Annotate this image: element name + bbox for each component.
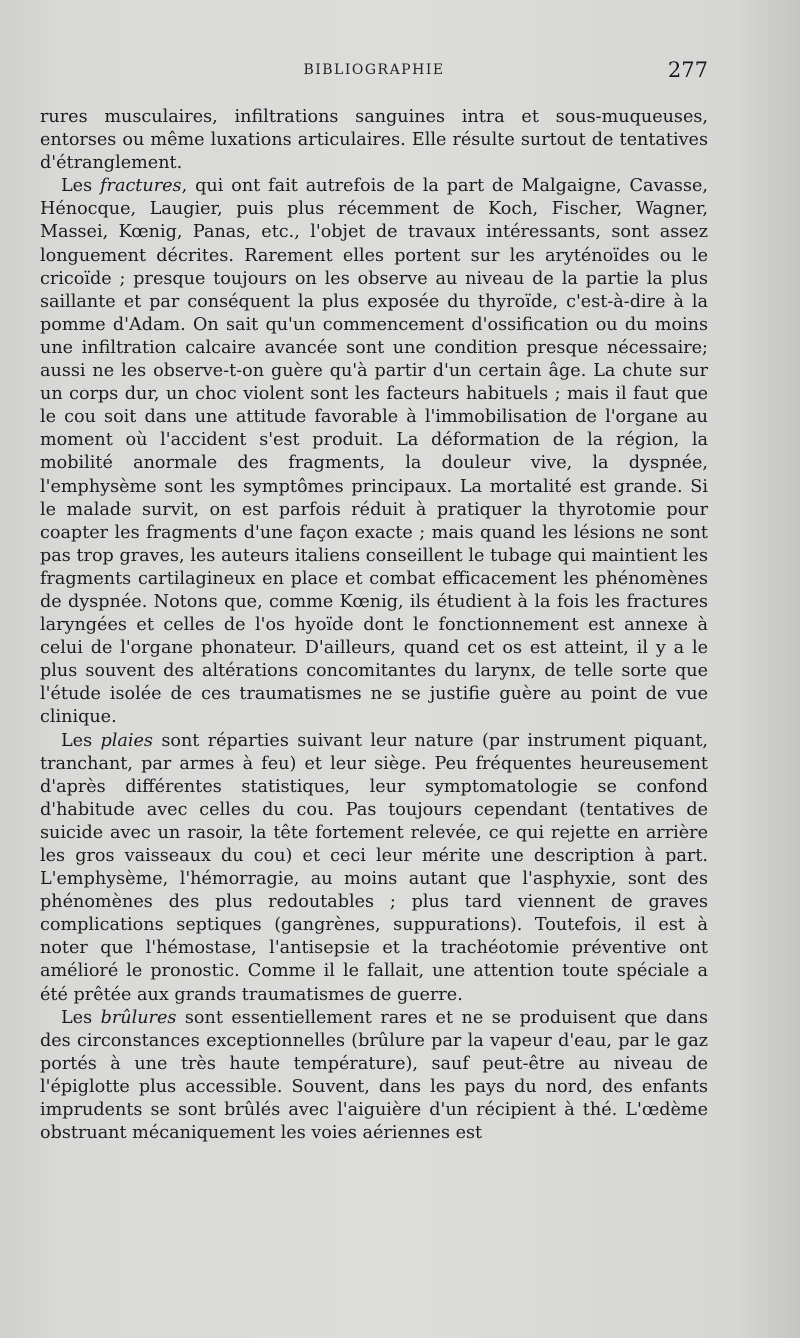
paragraph-brulures <box>40 1007 708 1146</box>
text-segment: Les <box>61 176 101 197</box>
text-segment: Les <box>61 1007 101 1028</box>
text-segment: , qui ont fait autrefois de la part de Malgaigne, Cavasse, Hénocque, Laugier, puis plus récemment de Koch, Fischer, Wagner, Massei, Kœnig, Panas, etc., l'objet de travaux intéressants, sont assez longuement décrites. Rarement elles portent sur les aryténoïdes ou le cricoïde ; presque toujours on les observe au niveau de la partie la plus saillante et par conséquent la plus exposée du thyroïde, c'est-à-dire à la pomme d'Adam. On sait qu'un commencement d'ossification ou du moins une infiltration calcaire avancée sont une condition presque nécessaire; aussi ne les observe-t-on guère qu'à partir d'un certain âge. La chute sur un corps dur, un choc violent sont les facteurs habituels ; mais il faut que le cou soit dans une attitude favorable à l'immobilisation de l'organe au moment où l'accident s'est produit. La déformation de la région, la mobilité anormale des fragments, la douleur vive, la dyspnée, l'emphysème sont les symptômes principaux. La mortalité est grande. Si le malade survit, on est parfois réduit à pratiquer la thyrotomie pour coapter les fragments d'une façon exacte ; mais quand les lésions ne sont pas trop graves, les auteurs italiens conseillent le tubage qui maintient les fragments cartilagineux en place et combat efficacement les phénomènes de dyspnée. Notons que, comme Kœnig, ils étudient à la fois les fractures laryngées et celles de l'os hyoïde dont le fonctionnement est annexe à celui de l'organe phonateur. D'ailleurs, quand cet os est atteint, il y a le plus souvent des altérations concomitantes du larynx, de telle sorte que l'étude isolée de ces traumatismes ne se justifie guère au point de vue clinique. <box>40 176 708 728</box>
page-number: 277 <box>667 58 708 82</box>
running-head <box>40 60 708 86</box>
paragraph-plaies <box>40 730 708 1007</box>
paragraph-1 <box>40 106 708 175</box>
term-plaies: plaies <box>100 730 153 751</box>
body-text <box>40 106 708 1145</box>
text-segment: sont réparties suivant leur nature (par instrument piquant, tranchant, par armes à feu) et leur siège. Peu fréquentes heureusement d'après différentes statistiques, leur symptomatologie se confond d'habitude avec celles du cou. Pas toujours cependant (tentatives de suicide avec un rasoir, la tête fortement relevée, ce qui rejette en arrière les gros vaisseaux du cou) et ceci leur mérite une description à part. L'emphysème, l'hémorragie, au moins autant que l'asphyxie, sont des phénomènes des plus redoutables ; plus tard viennent de graves complications septiques (gangrènes, suppurations). Toutefois, il est à noter que l'hémostase, l'antisepsie et la trachéotomie préventive ont amélioré le pronostic. Comme il le fallait, une attention toute spéciale a été prêtée aux grands traumatismes de guerre. <box>40 730 709 1005</box>
term-brulures: brûlures <box>100 1007 177 1028</box>
paragraph-1-text: rures musculaires, infiltrations sanguines intra et sous-muqueuses, entorses ou même luxations articulaires. Elle résulte surtout de tentatives d'étranglement. <box>40 107 708 174</box>
section-title: BIBLIOGRAPHIE <box>303 62 445 78</box>
term-fractures: fractures <box>100 176 182 197</box>
paragraph-fractures <box>40 175 708 729</box>
text-segment: sont essentiellement rares et ne se produisent que dans des circonstances exceptionnelles (brûlure par la vapeur d'eau, par le gaz portés à une très haute température), sauf peut-être au niveau de l'épiglotte plus accessible. Souvent, dans les pays du nord, des enfants imprudents se sont brûlés avec l'aiguière d'un récipient à thé. L'œdème obstruant mécaniquement les voies aériennes est <box>40 1007 708 1144</box>
text-segment: Les <box>61 730 101 751</box>
